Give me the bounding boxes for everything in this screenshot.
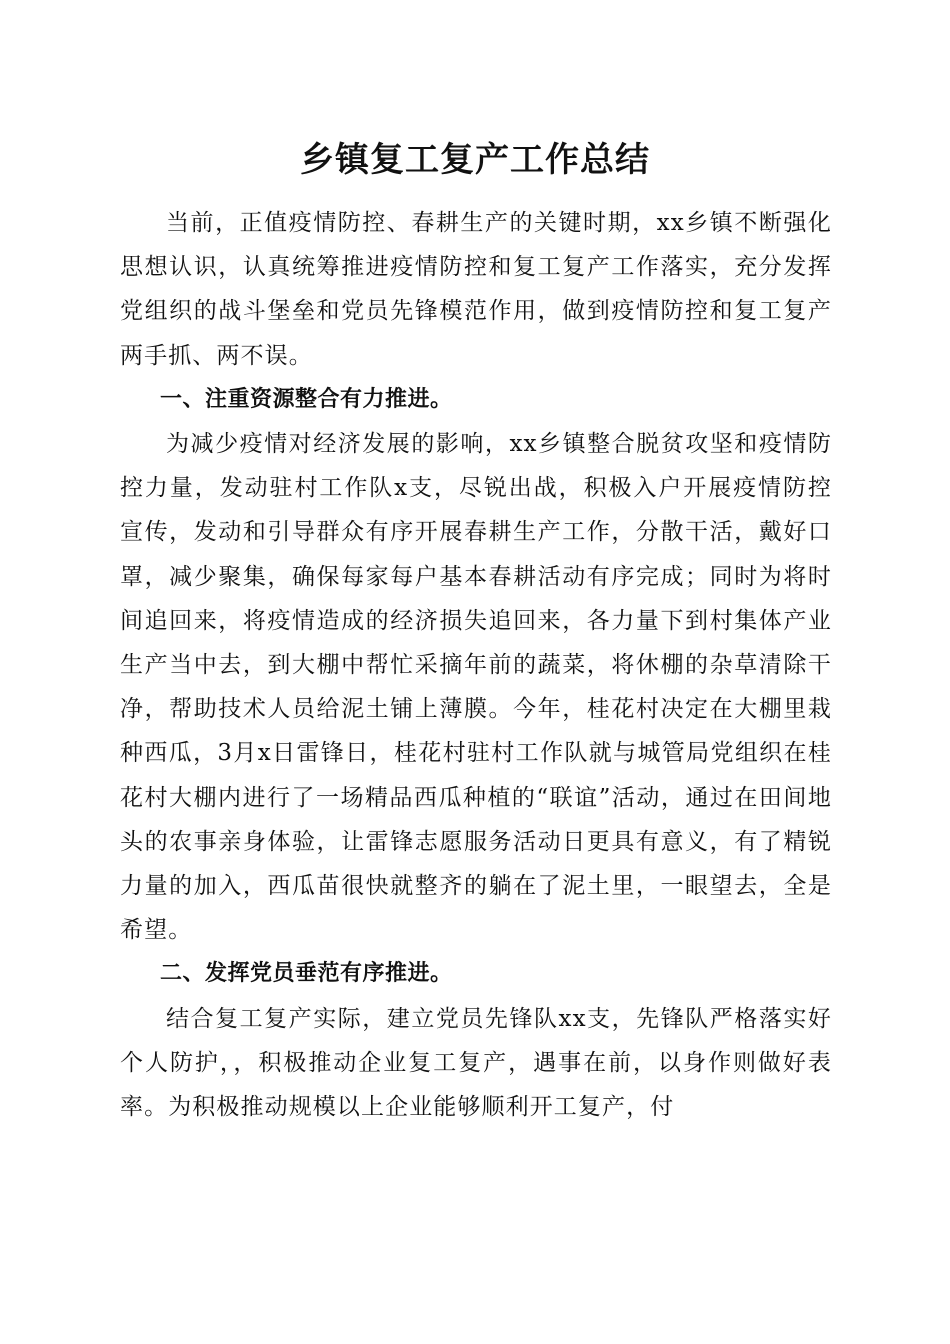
- section-2-heading: 二、发挥党员垂范有序推进。: [160, 961, 453, 987]
- section-2-paragraph: 结合复工复产实际，建立党员先锋队xx支，先锋队严格落实好个人防护，，积极推动企业复工复产，遇事在前，以身作则做好表率。为积极推动规模以上企业能够顺利开工复产，付: [120, 1005, 832, 1121]
- section-1-paragraph: 为减少疫情对经济发展的影响，xx乡镇整合脱贫攻坚和疫情防控力量，发动驻村工作队x支，尽锐出战，积极入户开展疫情防控宣传，发动和引导群众有序开展春耕生产工作，分散干活，戴好口罩，减少聚集，确保每家每户基本春耕活动有序完成；同时为将时间追回来，将疫情造成的经济损失追回来，各力量下到村集体产业生产当中去，到大棚中帮忙采摘年前的蔬菜，将休棚的杂草清除干净，帮助技术人员给泥土铺上薄膜。今年，桂花村决定在大棚里栽种西瓜，3月x日雷锋日，桂花村驻村工作队就与城管局党组织在桂花村大棚内进行了一场精品西瓜种植的“联谊”活动，通过在田间地头的农事亲身体验，让雷锋志愿服务活动日更具有意义，有了精锐力量的加入，西瓜苗很快就整齐的躺在了泥土里，一眼望去，全是希望。: [120, 431, 832, 944]
- document-title: 乡镇复工复产工作总结: [300, 140, 650, 180]
- document-body: [120, 201, 832, 1129]
- intro-paragraph: 当前，正值疫情防控、春耕生产的关键时期，xx乡镇不断强化思想认识，认真统筹推进疫情防控和复工复产工作落实，充分发挥党组织的战斗堡垒和党员先锋模范作用，做到疫情防控和复工复产两手抓、两不误。: [120, 210, 832, 369]
- section-1-heading: 一、注重资源整合有力推进。: [160, 386, 453, 412]
